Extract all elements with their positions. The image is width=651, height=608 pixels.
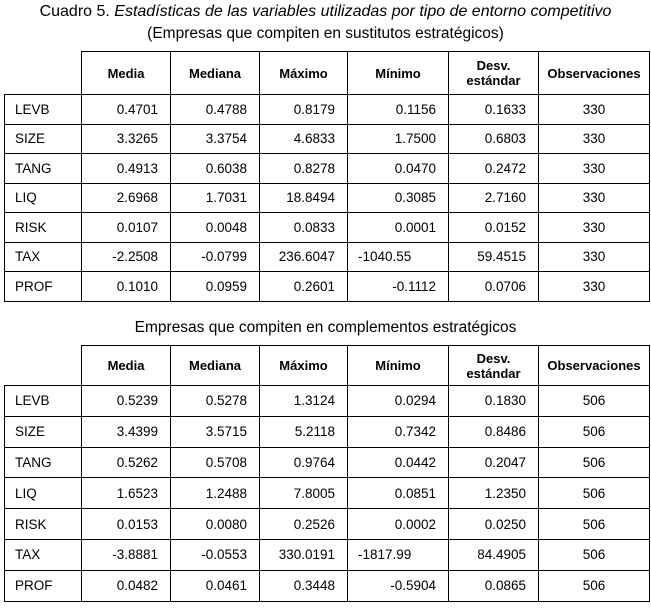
table-row (5, 272, 650, 302)
table1-caption: (Empresas que compiten en sustitutos estratégicos) (147, 25, 504, 42)
table2-caption: Empresas que compiten en complementos estratégicos (134, 319, 517, 336)
cell-observaciones: 330 (539, 213, 650, 243)
header-maximo: Máximo (260, 346, 348, 386)
cell-desv: 0.2047 (449, 447, 539, 478)
table-header-row (5, 52, 650, 95)
title-italic: Estadísticas de las variables utilizadas por tipo de entorno competitivo (114, 3, 612, 20)
cell-maximo: 1.3124 (260, 386, 348, 417)
table-row (5, 416, 650, 447)
cell-desv: 2.7160 (449, 183, 539, 213)
table-row (5, 447, 650, 478)
cell-mediana: 1.2488 (171, 478, 260, 509)
cell-mediana: 0.4788 (171, 95, 260, 125)
row-label: LIQ (5, 478, 82, 509)
cell-mediana: -0.0799 (171, 242, 260, 272)
cell-media: 2.6968 (82, 183, 171, 213)
row-label: SIZE (5, 124, 82, 154)
cell-observaciones: 506 (539, 386, 650, 417)
cell-maximo: 236.6047 (260, 242, 348, 272)
cell-observaciones: 506 (539, 416, 650, 447)
cell-minimo: -0.5904 (348, 570, 449, 601)
row-label: SIZE (5, 416, 82, 447)
page-title (0, 2, 651, 22)
table-row (5, 386, 650, 417)
table-row (5, 509, 650, 540)
table-row (5, 478, 650, 509)
cell-minimo: 0.0294 (348, 386, 449, 417)
header-mediana: Mediana (171, 346, 260, 386)
cell-desv: 59.4515 (449, 242, 539, 272)
cell-observaciones: 506 (539, 447, 650, 478)
cell-minimo: 0.0001 (348, 213, 449, 243)
table-row (5, 124, 650, 154)
cell-observaciones: 330 (539, 183, 650, 213)
header-media: Media (82, 346, 171, 386)
cell-mediana: 1.7031 (171, 183, 260, 213)
cell-desv: 84.4905 (449, 539, 539, 570)
header-mediana: Mediana (171, 52, 260, 95)
cell-mediana: 0.0080 (171, 509, 260, 540)
table-header-row (5, 346, 650, 386)
cell-mediana: 0.0048 (171, 213, 260, 243)
header-corner (5, 52, 82, 95)
header-minimo: Mínimo (348, 52, 449, 95)
cell-observaciones: 330 (539, 242, 650, 272)
cell-desv: 0.0250 (449, 509, 539, 540)
cell-media: -2.2508 (82, 242, 171, 272)
cell-media: 1.6523 (82, 478, 171, 509)
cell-minimo: -0.1112 (348, 272, 449, 302)
cell-maximo: 0.2601 (260, 272, 348, 302)
cell-observaciones: 506 (539, 539, 650, 570)
cell-media: 0.0107 (82, 213, 171, 243)
cell-maximo: 0.8278 (260, 154, 348, 184)
cell-maximo: 0.8179 (260, 95, 348, 125)
cell-media: 0.5239 (82, 386, 171, 417)
cell-maximo: 5.2118 (260, 416, 348, 447)
table-row (5, 95, 650, 125)
table-row (5, 183, 650, 213)
row-label: RISK (5, 509, 82, 540)
header-desv: Desv. estándar (449, 52, 539, 95)
row-label: PROF (5, 570, 82, 601)
row-label: TAX (5, 242, 82, 272)
header-observaciones: Observaciones (539, 346, 650, 386)
cell-mediana: 0.0959 (171, 272, 260, 302)
row-label: LEVB (5, 386, 82, 417)
cell-maximo: 330.0191 (260, 539, 348, 570)
table-row (5, 213, 650, 243)
cell-media: 0.1010 (82, 272, 171, 302)
table-row (5, 570, 650, 601)
cell-desv: 0.1830 (449, 386, 539, 417)
cell-desv: 0.2472 (449, 154, 539, 184)
table-complementos (4, 345, 650, 602)
cell-minimo: 0.7342 (348, 416, 449, 447)
row-label: RISK (5, 213, 82, 243)
cell-maximo: 4.6833 (260, 124, 348, 154)
row-label: TANG (5, 154, 82, 184)
header-minimo: Mínimo (348, 346, 449, 386)
cell-mediana: 0.0461 (171, 570, 260, 601)
cell-maximo: 18.8494 (260, 183, 348, 213)
table-sustitutos (4, 51, 650, 302)
cell-mediana: 0.6038 (171, 154, 260, 184)
cell-desv: 0.6803 (449, 124, 539, 154)
cell-media: 0.4913 (82, 154, 171, 184)
cell-media: -3.8881 (82, 539, 171, 570)
header-maximo: Máximo (260, 52, 348, 95)
cell-observaciones: 506 (539, 509, 650, 540)
cell-mediana: 3.3754 (171, 124, 260, 154)
cell-desv: 0.0865 (449, 570, 539, 601)
cell-observaciones: 506 (539, 478, 650, 509)
cell-minimo: 0.0470 (348, 154, 449, 184)
cell-minimo: 0.1156 (348, 95, 449, 125)
cell-maximo: 0.2526 (260, 509, 348, 540)
cell-minimo: -1817.99 (348, 539, 449, 570)
cell-maximo: 0.3448 (260, 570, 348, 601)
cell-desv: 1.2350 (449, 478, 539, 509)
cell-minimo: 1.7500 (348, 124, 449, 154)
header-media: Media (82, 52, 171, 95)
row-label: LEVB (5, 95, 82, 125)
cell-media: 0.5262 (82, 447, 171, 478)
cell-observaciones: 330 (539, 95, 650, 125)
title-prefix: Cuadro 5. (39, 3, 110, 20)
cell-desv: 0.0152 (449, 213, 539, 243)
cell-media: 3.4399 (82, 416, 171, 447)
cell-observaciones: 330 (539, 124, 650, 154)
header-corner (5, 346, 82, 386)
table-row (5, 242, 650, 272)
cell-mediana: 3.5715 (171, 416, 260, 447)
cell-observaciones: 330 (539, 272, 650, 302)
cell-media: 0.4701 (82, 95, 171, 125)
header-desv: Desv. estándar (449, 346, 539, 386)
table-row (5, 154, 650, 184)
row-label: LIQ (5, 183, 82, 213)
cell-maximo: 0.0833 (260, 213, 348, 243)
cell-maximo: 0.9764 (260, 447, 348, 478)
cell-mediana: -0.0553 (171, 539, 260, 570)
row-label: PROF (5, 272, 82, 302)
table-row (5, 539, 650, 570)
cell-maximo: 7.8005 (260, 478, 348, 509)
cell-desv: 0.8486 (449, 416, 539, 447)
cell-media: 0.0153 (82, 509, 171, 540)
cell-minimo: 0.0002 (348, 509, 449, 540)
cell-media: 0.0482 (82, 570, 171, 601)
cell-minimo: 0.3085 (348, 183, 449, 213)
row-label: TAX (5, 539, 82, 570)
cell-mediana: 0.5708 (171, 447, 260, 478)
cell-desv: 0.1633 (449, 95, 539, 125)
header-observaciones: Observaciones (539, 52, 650, 95)
cell-minimo: -1040.55 (348, 242, 449, 272)
cell-media: 3.3265 (82, 124, 171, 154)
cell-desv: 0.0706 (449, 272, 539, 302)
cell-minimo: 0.0851 (348, 478, 449, 509)
cell-minimo: 0.0442 (348, 447, 449, 478)
cell-mediana: 0.5278 (171, 386, 260, 417)
cell-observaciones: 506 (539, 570, 650, 601)
row-label: TANG (5, 447, 82, 478)
cell-observaciones: 330 (539, 154, 650, 184)
